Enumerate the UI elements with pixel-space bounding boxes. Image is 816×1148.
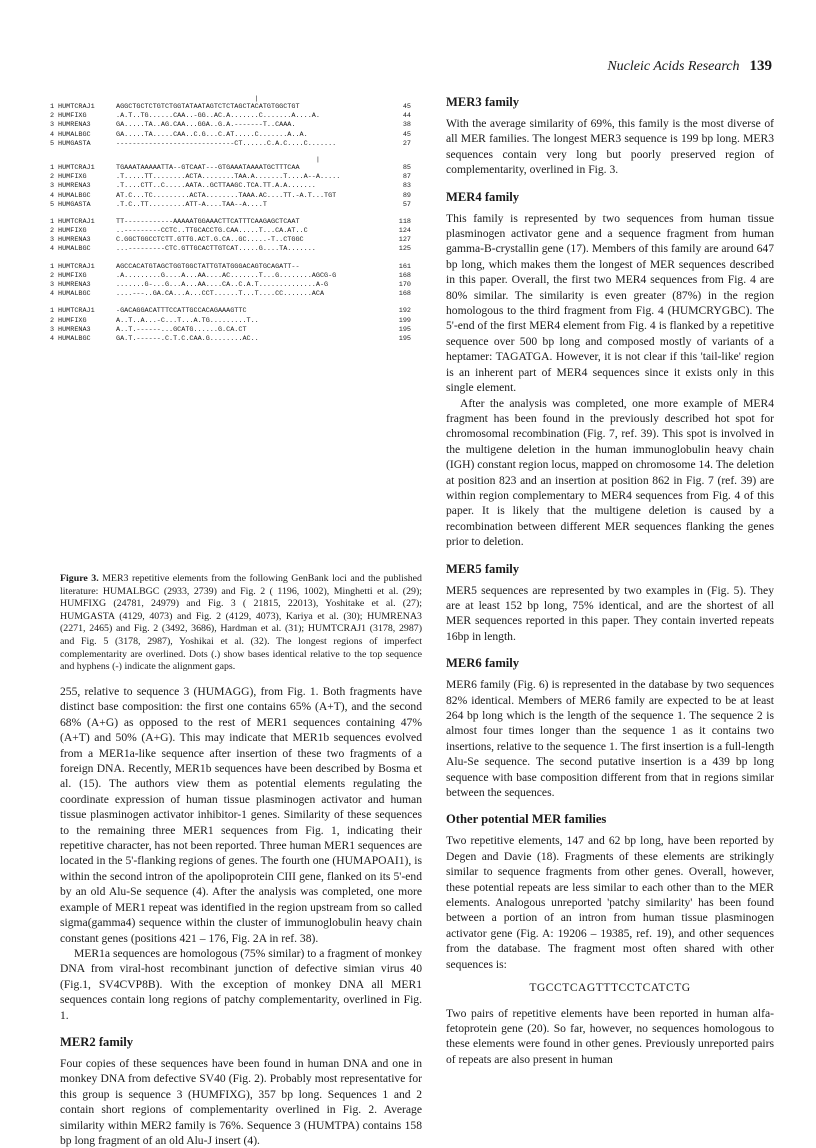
paragraph: With the average similarity of 69%, this family is the most diverse of all MER families. The longest MER3 sequence is 199 bp long. MER3 sequences contain very long but poorly preserved region of complementarity, overlined in Fig. 3. xyxy=(446,117,774,177)
sequence: AGGCTGCTCTGTCTGGTATAATAGTCTCTAGCTACATGTGGCTGT xyxy=(116,103,300,111)
sequence: GA.....TA.....CAA..C.G...C.AT.....C.......A..A. xyxy=(116,130,308,139)
sequence: ....---..GA.CA...A...CCT......T...T....CC.......ACA xyxy=(116,290,325,299)
alignment-row xyxy=(50,245,425,254)
sequence-position: 45 xyxy=(402,130,411,139)
alignment-block xyxy=(50,96,425,149)
alignment-block xyxy=(50,263,425,300)
row-number: 3 xyxy=(50,281,55,289)
sequence-position: 27 xyxy=(402,139,411,148)
sequence-position: 125 xyxy=(398,245,411,254)
alignment-block xyxy=(50,157,425,210)
sequence: AT.C...TC.........ACTA........TAAA.AC....TT.-A.T...TGT xyxy=(116,191,337,200)
alignment-row xyxy=(50,272,425,281)
section-heading-mer2: MER2 family xyxy=(60,1034,134,1049)
paragraph: MER6 family (Fig. 6) is represented in the database by two sequences 82% identical. Members of MER6 family are expected to be at least 264 bp long which is the length of the sequence 1. The sequence 2 is almost four times longer than the sequence 1 as it contains two insertions, relative to the sequence 1. The first insertion is a full-length Alu-Se sequence. The second putative insertion is a 439 bp long sequence with base composition different from that in regions similar between the sequences. xyxy=(446,678,774,800)
sequence: -----------------------------CT......C.A.C....C....... xyxy=(116,139,337,148)
locus-name: HUMTCRAJ1 xyxy=(58,163,95,172)
row-number: 2 xyxy=(50,227,55,236)
alignment-row xyxy=(50,281,425,290)
caption-text: MER3 repetitive elements from the following GenBank loci and the published literature: HUMALBGC (2933, 2739) and Fig. 2 ( 1196, 1002), Minghetti et al. (29); HUMFIXG (24781, 24979) and Fig. 3 ( 21815, 22013), Yoshitake et al. (27); HUMGASTA (4129, 4073) and Fig. 2 (4129, 4073), Kariya et al. (30); HUMRENA3 (2271, 2465) and Fig. 2 (3492, 3686), Hardman et al. (31); HUMTCRAJ1 (3178, 2987) and Fig. 5 (3178, 2987), Yoshikai et al. (32). The longest regions of imperfect complementarity are overlined. Dots (.) show bases identical relative to the top sequence and hyphens (-) indicate the alignment gaps. xyxy=(60,573,422,673)
alignment-block xyxy=(50,218,425,255)
locus-name: HUMALBGC xyxy=(58,130,91,139)
paragraph: 255, relative to sequence 3 (HUMAGG), from Fig. 1. Both fragments have distinct base composition: the first one contains 65% (A+T), and the second 68% (A+G) as opposed to the rest of MER1 sequences containing 47% (A+T) and 50% (A+G). This may indicate that MER1b sequences evolved from a MER1a-like sequence after insertion of these two fragments of a foreign DNA. Recently, MER1b sequences have been described by Bosma et al. (15). The authors view them as potential elements regulating the coordinate expression of human tissue plasminogen activator and human tissue plasminogen activator inhibitor-1 genes. Similarity of these sequences to the remaining three MER1 sequences from Fig. 1, indicating their repetitive character, has not been reported. Three human MER1 sequences are located in the 5'-flanking regions of genes. The fourth one (HUMAPOAI1), is within the second intron of the apolipoprotein CIII gene, flanked on its 5'-end by an old Alu-Se sequence (4). After the analysis was completed, one more example of MER1 repeat was identified in the region upstream from so called sigma(gamma4) sequence within the cluster of immunoglobulin heavy chain constant genes (positions 421 – 176, Fig. 2A in ref. 38). xyxy=(60,685,422,945)
overline-marks: | xyxy=(116,155,320,164)
sequence-position: 44 xyxy=(402,112,411,121)
section-heading-mer6: MER6 family xyxy=(446,656,520,671)
row-number: 3 xyxy=(50,325,55,334)
page-number: 139 xyxy=(749,58,772,74)
left-column xyxy=(60,684,422,1148)
paragraph: Two repetitive elements, 147 and 62 bp long, have been reported by Degen and Davie (18). Fragments of these elements are strikingly similar to sequence fragments from other genes. Overall, however, these potential repeats are less similar to each other than to the MER elements. Analogous unreported 'patchy similarity' has been found between a portion of an intron from human tissue plasminogen activator gene (Fig. A: 19206 – 19385, ref. 19), and other sequences from the database. The fragment most often shared with other sequences is: xyxy=(446,834,774,971)
alignment-row xyxy=(50,227,425,236)
locus-name: HUMALBGC xyxy=(58,191,91,200)
locus-name: HUMRENA3 xyxy=(58,281,91,289)
locus-name: HUMGASTA xyxy=(58,139,91,148)
sequence-position: 87 xyxy=(402,173,411,182)
locus-name: HUMFIXG xyxy=(58,271,87,280)
sequence: A..T..A...-C...T...A.TG.........T.. xyxy=(116,316,259,325)
figure-3-caption xyxy=(60,573,422,674)
section-heading-mer3: MER3 family xyxy=(446,95,520,109)
sequence: .T.C..TT.........ATT-A....TAA--A....T xyxy=(116,200,267,209)
figure-3-alignment xyxy=(50,96,425,352)
alignment-row xyxy=(50,164,425,173)
alignment-row xyxy=(50,103,425,112)
sequence: AGCCACATGTAGCTGGTGGCTATTGTATGGGACAGTGCAGATT-- xyxy=(116,262,300,271)
row-number: 4 xyxy=(50,191,55,200)
alignment-row xyxy=(50,121,425,130)
row-number: 1 xyxy=(50,103,55,111)
right-column xyxy=(446,95,774,1067)
locus-name: HUMTCRAJ1 xyxy=(58,103,95,111)
alignment-row xyxy=(50,263,425,272)
sequence-position: 118 xyxy=(398,217,411,226)
paragraph: Two pairs of repetitive elements have been reported in human alfa-fetoprotein gene (20). So far, however, no sequences homologous to these elements were found in other genes. Previously unreported pairs of repeats are also present in human xyxy=(446,1006,774,1066)
locus-name: HUMGASTA xyxy=(58,200,91,209)
row-number: 2 xyxy=(50,271,55,280)
sequence: GA.....TA..AG.CAA...GGA..G.A.-------T..CAAA. xyxy=(116,121,296,130)
locus-name: HUMRENA3 xyxy=(58,325,91,334)
alignment-row xyxy=(50,326,425,335)
row-number: 1 xyxy=(50,217,55,226)
journal-name: Nucleic Acids Research xyxy=(607,59,740,74)
locus-name: HUMRENA3 xyxy=(58,236,91,245)
locus-name: HUMTCRAJ1 xyxy=(58,217,95,226)
sequence: GA.T.------.C.T.C.CAA.G........AC.. xyxy=(116,334,259,343)
alignment-row xyxy=(50,218,425,227)
paragraph: This family is represented by two sequences from human tissue plasminogen activator gene and a sequence fragment from human gamma-B-crystallin gene (17). Members of this family are around 647 bp long, which makes them the longest of MER sequences described in this paper. Overall, the first two MER4 sequences from Fig. 4 are 80% similar. The similarity is even greater (87%) in the region homologous to the third fragment from Fig. 4 (HUMCRYGBC). The 5'-end of the first MER4 element from Fig. 4 is flanked by a repetitive sequence over 500 bp long and composed mostly of variants of a heptamer: TAGATGA. However, it is not clear if this 'tail-like' region is an inherent part of MER4 sequences since it exists only in this single element. xyxy=(446,211,774,395)
sequence: .......G-...G...A...AA....CA..C.A.T..............A-G xyxy=(116,281,329,289)
alignment-row xyxy=(50,131,425,140)
alignment-row xyxy=(50,112,425,121)
sequence-position: 89 xyxy=(402,191,411,200)
paragraph: MER1a sequences are homologous (75% similar) to a fragment of monkey DNA from viral-host recombinant junction of defective simian virus 40 (Fig.1, SV4CVP8B). With the exception of monkey DNA all MER1 sequences contain long regions of patchy complementarity, overlined in Fig. 1. xyxy=(60,946,422,1022)
sequence: .T....CTT..C.....AATA..GCTTAAGC.TCA.TT.A.A....... xyxy=(116,182,316,191)
sequence: .A.........G....A...AA....AC.......T...G........AGCG-G xyxy=(116,271,337,280)
sequence: .A.T..TG......CAA..-GG..AC.A.......C.......A....A. xyxy=(116,112,320,121)
sequence-position: 168 xyxy=(398,271,411,280)
row-number: 3 xyxy=(50,121,55,130)
row-number: 5 xyxy=(50,200,55,209)
row-number: 1 xyxy=(50,262,55,271)
locus-name: HUMFIXG xyxy=(58,316,87,325)
paragraph: MER5 sequences are represented by two examples in (Fig. 5). They are at least 152 bp long, 75% identical, and are the shortest of all MER sequences reported in this paper. They contain inverted repeats 16bp in length. xyxy=(446,583,774,643)
sequence-position: 192 xyxy=(398,307,411,316)
overline-marks: | xyxy=(116,95,259,103)
alignment-block xyxy=(50,307,425,344)
sequence-position: 38 xyxy=(402,121,411,130)
locus-name: HUMTCRAJ1 xyxy=(58,262,95,271)
sequence: ...---------CTC.GTTGCACTTGTCAT.....G....TA....... xyxy=(116,245,316,254)
locus-name: HUMTCRAJ1 xyxy=(58,307,95,316)
sequence-position: 170 xyxy=(398,281,411,289)
section-heading-mer4: MER4 family xyxy=(446,189,520,204)
sequence: .T.....TT........ACTA........TAA.A.......T....A--A..... xyxy=(116,173,341,182)
row-number: 5 xyxy=(50,139,55,148)
row-number: 2 xyxy=(50,112,55,121)
running-header xyxy=(560,58,772,82)
locus-name: HUMFIXG xyxy=(58,227,87,236)
alignment-row xyxy=(50,290,425,299)
row-number: 4 xyxy=(50,290,55,299)
section-heading-mer5: MER5 family xyxy=(446,561,520,576)
row-number: 2 xyxy=(50,173,55,182)
sequence-position: 124 xyxy=(398,227,411,236)
paragraph: Four copies of these sequences have been found in human DNA and one in monkey DNA from defective SV40 (Fig. 2). Probably most representative for this group is sequence 3 (HUMFIXG), 357 bp long. Sequences 1 and 2 contain short regions of complementarity overlined in Fig. 2. Average similarity within MER2 family is 76%. Sequence 3 (HUMTPA) contains 158 bp long fragment of an old Alu-J insert (4). xyxy=(60,1056,422,1147)
alignment-row xyxy=(50,335,425,344)
sequence-position: 195 xyxy=(398,334,411,343)
sequence-position: 199 xyxy=(398,316,411,325)
sequence-position: 85 xyxy=(402,163,411,172)
locus-name: HUMFIXG xyxy=(58,112,87,121)
locus-name: HUMFIXG xyxy=(58,173,87,182)
motif-sequence: TGCCTCAGTTTCCTCATCTG xyxy=(529,981,691,995)
paragraph: After the analysis was completed, one more example of MER4 fragment has been found in the previously described hot spot for chromosomal recombination (Fig. 7, ref. 39). This spot is involved in the multigene deletion in the human immunoglobulin heavy chain (IGH) constant region locus, mapped on chromosome 14. The deletion at position 823 and an insertion at position 862 in Fig. 7 (ref. 39) are within region complementary to MER4 sequences from Fig. 4 of this paper. It is likely that the multigene deletion is caused by a recombination between different MER sequences flanking the genes prior to deletion. xyxy=(446,396,774,549)
row-number: 3 xyxy=(50,182,55,191)
sequence-position: 83 xyxy=(402,182,411,191)
alignment-row xyxy=(50,236,425,245)
locus-name: HUMALBGC xyxy=(58,334,91,343)
row-number: 4 xyxy=(50,130,55,139)
alignment-row xyxy=(50,182,425,191)
row-number: 2 xyxy=(50,316,55,325)
locus-name: HUMALBGC xyxy=(58,245,91,254)
alignment-row xyxy=(50,140,425,149)
sequence: TT------------AAAAATGGAAACTTCATTTCAAGAGCTCAAT xyxy=(116,217,300,226)
alignment-row xyxy=(50,317,425,326)
sequence-position: 127 xyxy=(398,236,411,245)
sequence-position: 161 xyxy=(398,262,411,271)
locus-name: HUMALBGC xyxy=(58,290,91,299)
row-number: 1 xyxy=(50,307,55,316)
locus-name: HUMRENA3 xyxy=(58,182,91,191)
sequence: C.GGCTGGCCTCTT.GTTG.ACT.G.CA..GC.....-T..CTGGC xyxy=(116,236,304,245)
row-number: 4 xyxy=(50,245,55,254)
alignment-row xyxy=(50,173,425,182)
alignment-row xyxy=(50,307,425,316)
sequence: -GACAGGACATTTCCATTGCCACAGAAAGTTC xyxy=(116,307,247,316)
locus-name: HUMRENA3 xyxy=(58,121,91,130)
sequence-position: 57 xyxy=(402,200,411,209)
sequence-position: 195 xyxy=(398,325,411,334)
sequence: A..T.------...GCATG......G.CA.CT xyxy=(116,325,247,334)
alignment-row xyxy=(50,201,425,210)
row-number: 1 xyxy=(50,163,55,172)
caption-label: Figure 3. xyxy=(60,573,99,584)
sequence: ..---------CCTC..TTGCACCTG.CAA.....T...CA.AT..C xyxy=(116,227,308,236)
section-heading-other: Other potential MER families xyxy=(446,812,607,827)
sequence-position: 45 xyxy=(402,103,411,111)
sequence: TGAAATAAAAATTA--GTCAAT---GTGAAATAAAATGCTTTCAA xyxy=(116,163,300,172)
alignment-row xyxy=(50,192,425,201)
row-number: 4 xyxy=(50,334,55,343)
sequence-position: 168 xyxy=(398,290,411,299)
row-number: 3 xyxy=(50,236,55,245)
